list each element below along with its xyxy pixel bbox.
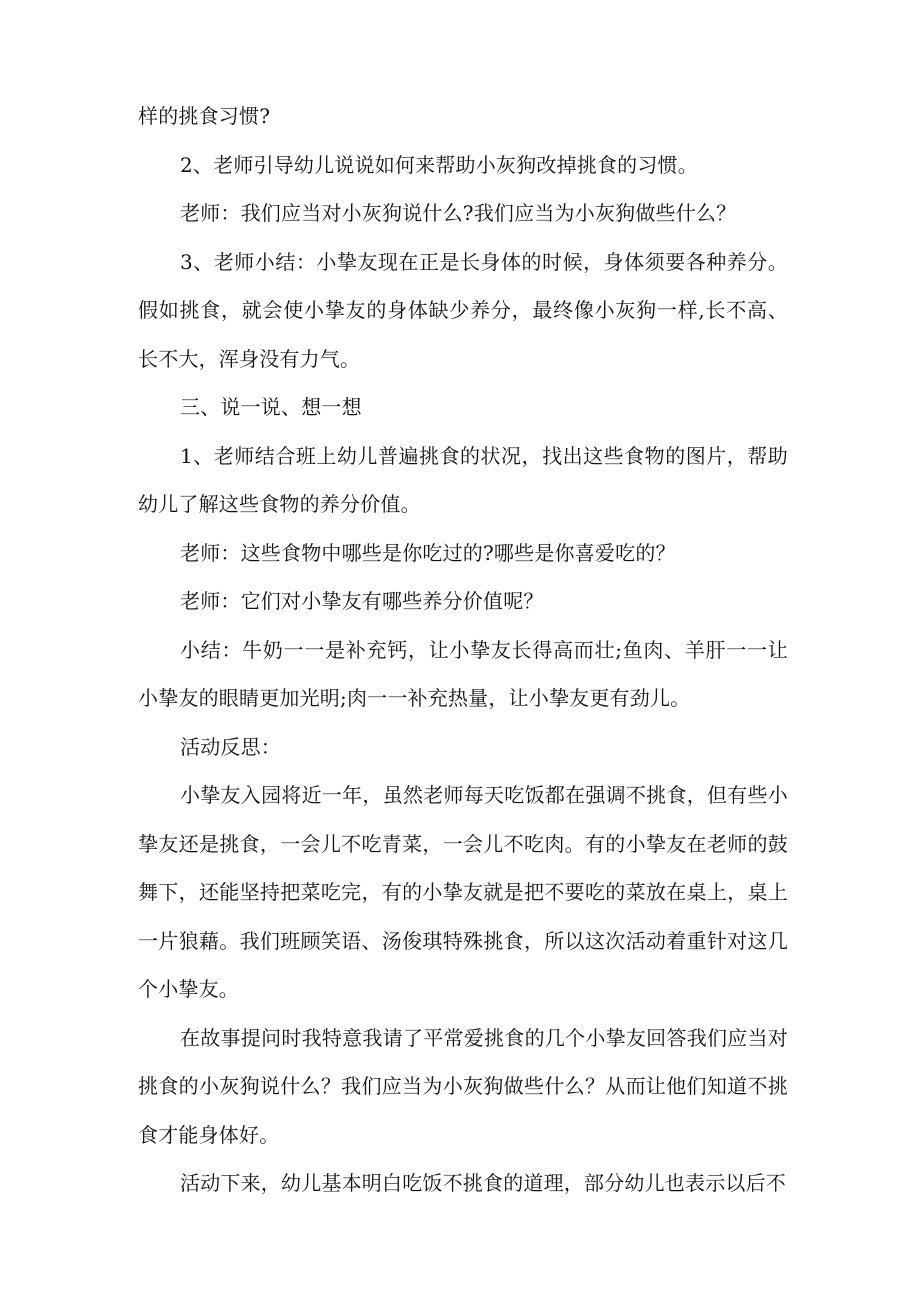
section-heading-reflection: 活动反思： — [180, 734, 281, 759]
paragraph-teacher-summary: 3、老师小结：小挚友现在正是长身体的时候，身体须要各种养分。假如挑食，就会使小挚友的身体缺少养分，最终像小灰狗一样,长不高、长不大，浑身没有力气。 — [138, 249, 788, 371]
paragraph-step-2: 2、老师引导幼儿说说如何来帮助小灰狗改掉挑食的习惯。 — [180, 152, 698, 177]
paragraph-nutrition-summary: 小结：牛奶一一是补充钙，让小挚友长得高而壮;鱼肉、羊肝一一让小挚友的眼睛更加光明;肉一一补充热量，让小挚友更有劲儿。 — [138, 637, 788, 710]
paragraph-reflection-2: 在故事提问时我特意我请了平常爱挑食的几个小挚友回答我们应当对挑食的小灰狗说什么？我们应当为小灰狗做些什么？从而让他们知道不挑食才能身体好。 — [138, 1025, 788, 1147]
paragraph-teacher-question-3: 老师：它们对小挚友有哪些养分价值呢？ — [180, 589, 544, 613]
paragraph-reflection-3: 活动下来，幼儿基本明白吃饭不挑食的道理，部分幼儿也表示以后不 — [180, 1171, 786, 1195]
document-body — [138, 92, 788, 1208]
paragraph-teacher-question-1: 老师：我们应当对小灰狗说什么?我们应当为小灰狗做些什么？ — [180, 201, 737, 225]
section-heading-3: 三、说一说、想一想 — [180, 395, 362, 419]
paragraph-reflection-1: 小挚友入园将近一年，虽然老师每天吃饭都在强调不挑食，但有些小挚友还是挑食，一会儿不吃青菜，一会儿不吃肉。有的小挚友在老师的鼓舞下，还能坚持把菜吃完，有的小挚友就是把不要吃的菜放在桌上，桌上一片狼藉。我们班顾笑语、汤俊琪特殊挑食，所以这次活动着重针对这几个小挚友。 — [138, 783, 788, 1001]
paragraph-food-pictures: 1、老师结合班上幼儿普遍挑食的状况，找出这些食物的图片，帮助幼儿了解这些食物的养分价值。 — [138, 443, 788, 516]
paragraph-continuation: 样的挑食习惯? — [138, 104, 271, 128]
paragraph-teacher-question-2: 老师：这些食物中哪些是你吃过的?哪些是你喜爱吃的？ — [180, 540, 676, 565]
